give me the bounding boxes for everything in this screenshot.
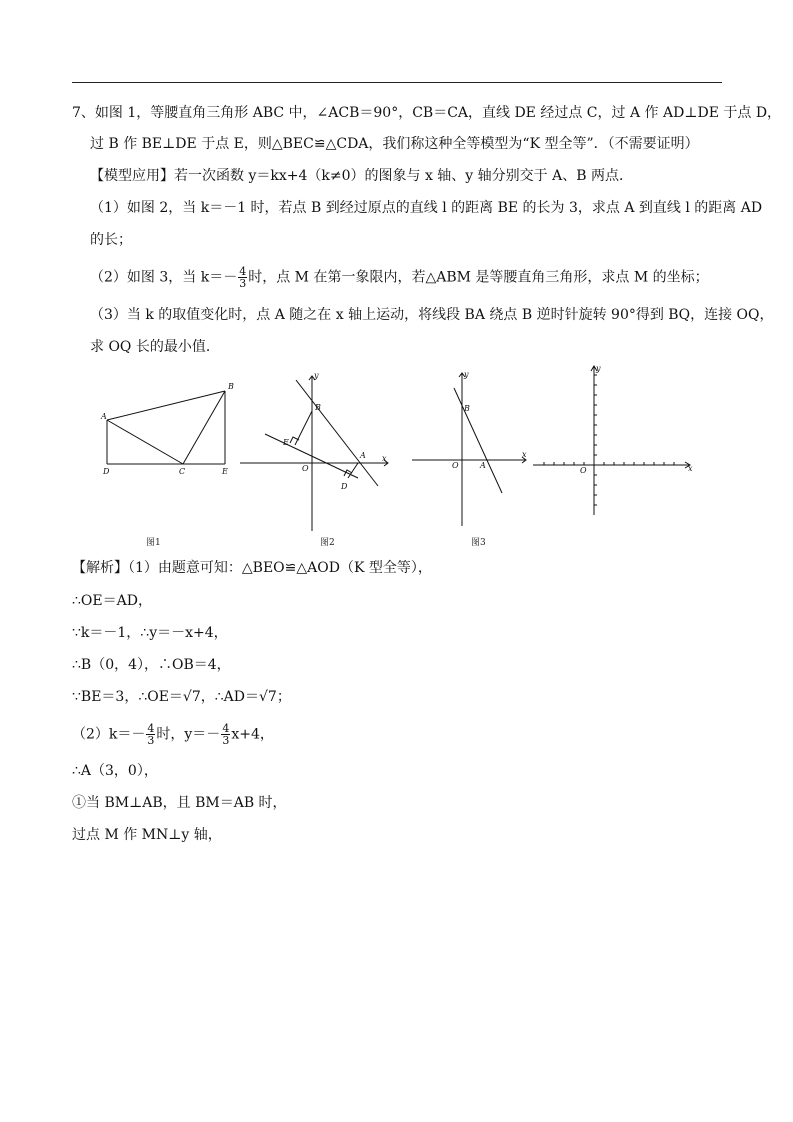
solution-line-8: ①当 BM⊥AB，且 BM＝AB 时，: [72, 795, 287, 811]
label-d: D: [341, 482, 348, 491]
label-a: A: [360, 451, 366, 460]
header-rule: [72, 82, 722, 83]
figure-3-diagram: [410, 368, 535, 528]
problem-line-2: 过 B 作 BE⊥DE 于点 E，则△BEC≌△CDA，我们称这种全等模型为“K 型全等”．（不需要证明）: [90, 136, 699, 152]
solution-line-4: ∴B（0，4），∴OB＝4，: [72, 657, 231, 673]
label-b: B: [315, 403, 321, 412]
solution-line-9: 过点 M 作 MN⊥y 轴，: [72, 827, 222, 843]
problem-line-3: 【模型应用】若一次函数 y＝kx+4（k≠0）的图象与 x 轴、y 轴分别交于 A、B 两点．: [90, 168, 633, 184]
label-b: B: [228, 382, 234, 391]
problem-line-4: （1）如图 2，当 k＝－1 时，若点 B 到经过原点的直线 l 的距离 BE 的长为 3，求点 A 到直线 l 的距离 AD: [90, 200, 763, 216]
problem-line-1: 7、如图 1，等腰直角三角形 ABC 中，∠ACB＝90°，CB＝CA，直线 DE 经过点 C，过 A 作 AD⊥DE 于点 D，: [72, 105, 782, 121]
label-y: y: [314, 371, 319, 380]
solution-line-7: ∴A（3，0），: [72, 763, 158, 779]
solution-line-5: ∵BE＝3，∴OE＝√7，∴AD＝√7；: [72, 689, 291, 705]
figure-2-caption: 图2: [320, 538, 335, 548]
axis-ticks: [544, 375, 674, 505]
label-e: E: [222, 467, 228, 476]
problem-line-6-start: （2）如图 3，当 k＝－: [90, 269, 238, 286]
label-d: D: [103, 467, 110, 476]
fraction: [221, 723, 230, 746]
problem-line-7: （3）当 k 的取值变化时，点 A 随之在 x 轴上运动，将线段 BA 绕点 B 逆时针旋转 90°得到 BQ，连接 OQ，: [90, 307, 774, 323]
problem-line-6-end: 时，点 M 在第一象限内，若△ABM 是等腰直角三角形，求点 M 的坐标；: [248, 269, 709, 286]
fraction-numerator: 4: [239, 265, 247, 278]
fraction: [146, 723, 155, 746]
label-o: O: [580, 466, 587, 475]
label-x: x: [382, 454, 387, 463]
figure-1-caption: 图1: [146, 538, 161, 548]
solution-line-6-end: x+4，: [231, 726, 274, 743]
fraction-denominator: 3: [239, 277, 247, 290]
line-ab: [454, 388, 502, 493]
figure-1-diagram: [95, 378, 245, 478]
solution-line-1: 【解析】（1）由题意可知：△BEO≌△AOD（K 型全等），: [72, 560, 432, 576]
segment-be: [295, 411, 312, 445]
segment-ab: [107, 391, 225, 420]
solution-line-2: ∴OE＝AD，: [72, 593, 152, 609]
segment-cb: [183, 391, 225, 464]
fraction-numerator: 4: [222, 722, 230, 735]
segment-ac: [107, 420, 183, 464]
figure-4-blank-axes: [528, 360, 698, 520]
label-c: C: [179, 467, 186, 476]
problem-line-6: [90, 266, 709, 289]
problem-line-5: 的长；: [90, 232, 132, 248]
figure-3-caption: 图3: [471, 538, 486, 548]
label-y: y: [596, 364, 601, 373]
solution-line-6-mid: 时，y＝－: [156, 726, 221, 743]
label-x: x: [522, 450, 527, 459]
fraction: [238, 266, 247, 289]
label-a: A: [101, 412, 107, 421]
label-o: O: [452, 461, 459, 470]
solution-line-6-start: （2）k＝－: [72, 726, 146, 743]
label-o: O: [302, 464, 309, 473]
label-y: y: [464, 370, 469, 379]
fraction-denominator: 3: [222, 734, 230, 747]
label-a: A: [480, 461, 486, 470]
fraction-denominator: 3: [147, 734, 155, 747]
problem-line-8: 求 OQ 长的最小值．: [90, 339, 220, 355]
solution-line-3: ∵k＝－1，∴y＝－x+4，: [72, 625, 228, 641]
solution-line-6: [72, 723, 274, 746]
fraction-numerator: 4: [147, 722, 155, 735]
label-b: B: [464, 404, 470, 413]
figure-2-diagram: [238, 368, 393, 533]
label-x: x: [688, 464, 693, 473]
label-e: E: [283, 438, 289, 447]
